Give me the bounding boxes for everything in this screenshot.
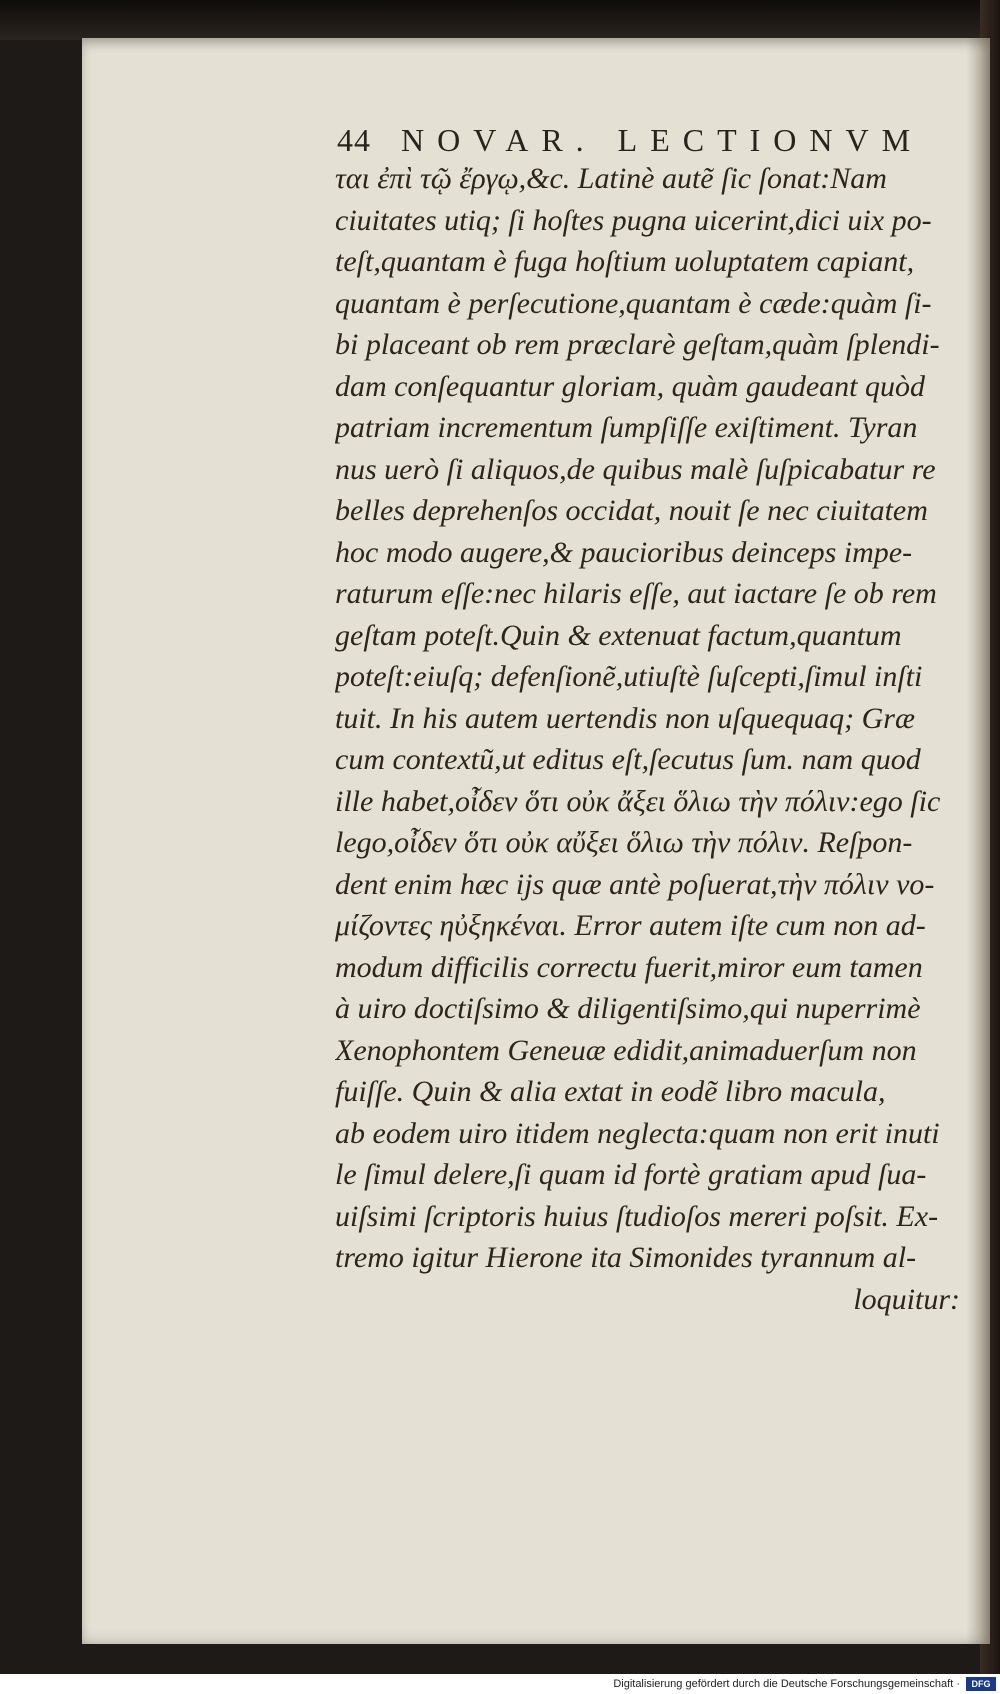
text-line: le ſimul delere,ſi quam id fortè gratiam apud ſua- (335, 1158, 927, 1191)
text-line: dent enim hæc ijs quæ antè poſuerat,τὴν πόλιν νο- (335, 867, 935, 901)
body-text (335, 158, 960, 1320)
catchword: loquitur: (853, 1282, 960, 1316)
text-line: lego,οἶδεν ὅτι οὐκ αὔξει ὅλιω τὴν πόλιν. Reſpon- (335, 826, 913, 859)
text-line: poteſt:eiuſq; defenſionẽ,utiuſtè ſuſcepti,ſimul inſti (335, 660, 923, 693)
text-line: ται ἐπὶ τῷ ἔργῳ,&c. Latinè autẽ ſic ſonat:Nam (335, 162, 887, 195)
text-line: nus uerò ſi aliquos,de quibus malè ſuſpicabatur re (335, 452, 936, 486)
text-line: modum difficilis correctu fuerit,miror eum tamen (335, 950, 923, 984)
text-line: teſt,quantam è fuga hoſtium uoluptatem capiant, (335, 245, 915, 278)
text-line: uiſsimi ſcriptoris huius ſtudioſos mereri poſsit. Ex- (335, 1199, 939, 1233)
text-line: quantam è perſecutione,quantam è cæde:quàm ſi- (335, 286, 932, 320)
text-line: à uiro doctiſsimo & diligentiſsimo,qui nuperrimè (335, 992, 921, 1025)
text-line: Xenophontem Geneuæ edidit,animaduerſum non (335, 1033, 917, 1067)
footer-credit: Digitalisierung gefördert durch die Deutsche Forschungsgemeinschaft · (613, 1678, 960, 1690)
text-line: patriam incrementum ſumpſiſſe exiſtiment. Tyran (335, 411, 918, 444)
text-line: μίζοντες ηὐξηκέναι. Error autem iſte cum non ad- (335, 909, 926, 942)
text-line: raturum eſſe:nec hilaris eſſe, aut iactare ſe ob rem (335, 577, 937, 610)
digitization-footer (0, 1674, 1000, 1694)
text-line: cum contextũ,ut editus eſt,ſecutus ſum. nam quod (335, 743, 921, 776)
text-line: geſtam poteſt.Quin & extenuat factum,quantum (335, 618, 902, 652)
text-line: belles deprehenſos occidat, nouit ſe nec ciuitatem (335, 494, 928, 527)
text-line: ciuitates utiq; ſi hoſtes pugna uicerint,dici uix po- (335, 203, 932, 237)
text-line: bi placeant ob rem præclarè geſtam,quàm ſplendi- (335, 328, 940, 361)
text-line: hoc modo augere,& paucioribus deinceps impe- (335, 535, 913, 569)
text-line: ille habet,οἶδεν ὅτι οὐκ ἄξει ὅλιω τὴν πόλιν:ego ſic (335, 784, 941, 818)
text-line: dam conſequantur gloriam, quàm gaudeant quòd (335, 369, 925, 403)
book-edge-top (0, 0, 1000, 40)
text-line: tuit. In his autem uertendis non uſquequaq; Græ (335, 701, 915, 735)
running-head (337, 122, 957, 156)
page-number: 44 (337, 122, 371, 158)
text-line: fuiſſe. Quin & alia extat in eodẽ libro macula, (335, 1075, 886, 1108)
running-title: NOVAR. LECTIONVM (401, 122, 924, 158)
text-line: ab eodem uiro itidem neglecta:quam non erit inuti (335, 1116, 940, 1150)
page-curl-shadow (966, 38, 990, 1644)
text-line: tremo igitur Hierone ita Simonides tyrannum al- (335, 1241, 917, 1274)
dfg-logo-icon: DFG (966, 1677, 996, 1691)
